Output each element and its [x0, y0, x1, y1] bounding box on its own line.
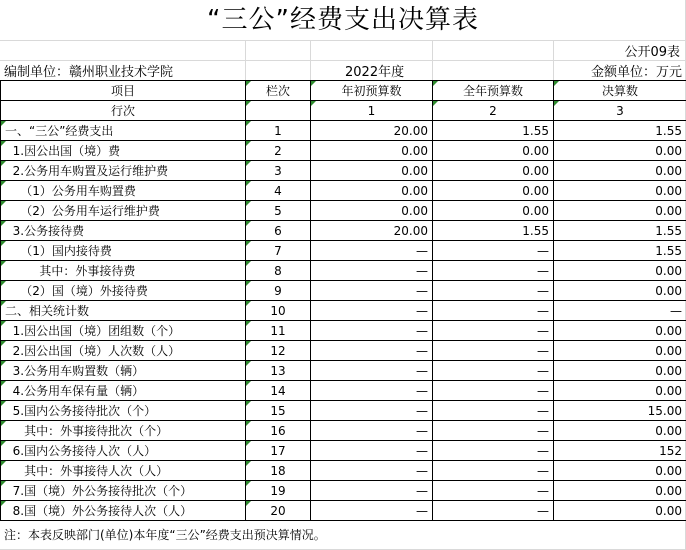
table-cell: — — [311, 361, 433, 381]
table-cell: 17 — [246, 441, 311, 461]
table-cell: 0.00 — [554, 501, 686, 521]
table-cell: 一、“三公”经费支出 — [1, 121, 246, 141]
table-cell: 0.00 — [554, 461, 686, 481]
table-cell: 决算数 — [554, 81, 686, 101]
table-cell: （2）公务用车运行维护费 — [1, 201, 246, 221]
table-cell: 1.因公出国（境）团组数（个） — [1, 321, 246, 341]
table-cell: — — [433, 481, 554, 501]
table-cell: 0.00 — [554, 201, 686, 221]
table-row — [1, 161, 686, 181]
gridline — [0, 40, 686, 41]
table-cell: 0.00 — [433, 141, 554, 161]
table-cell: 栏次 — [246, 81, 311, 101]
table-cell: 1.因公出国（境）费 — [1, 141, 246, 161]
table-cell: — — [311, 501, 433, 521]
table-cell: 0.00 — [311, 201, 433, 221]
table-cell: 15 — [246, 401, 311, 421]
form-number: 公开09表 — [624, 45, 680, 60]
table-row — [1, 221, 686, 241]
table-cell: — — [311, 421, 433, 441]
org-name: 编制单位：赣州职业技术学院 — [4, 65, 174, 80]
table-cell: 0.00 — [554, 281, 686, 301]
table-cell: — — [554, 301, 686, 321]
table-cell: — — [433, 401, 554, 421]
table-cell: 2 — [246, 141, 311, 161]
table-cell: 0.00 — [433, 161, 554, 181]
table-cell: — — [433, 421, 554, 441]
table-row — [1, 461, 686, 481]
table-row — [1, 401, 686, 421]
table-row — [1, 301, 686, 321]
table-cell: 0.00 — [554, 321, 686, 341]
table-cell: — — [311, 281, 433, 301]
table-cell: 152 — [554, 441, 686, 461]
table-cell: 0.00 — [554, 361, 686, 381]
table-cell: — — [433, 341, 554, 361]
table-cell: 0.00 — [554, 181, 686, 201]
table-row — [1, 361, 686, 381]
table-cell: 0.00 — [554, 161, 686, 181]
table-cell: 1 — [311, 101, 433, 121]
table-row — [1, 421, 686, 441]
table-cell: 3.公务用车购置数（辆） — [1, 361, 246, 381]
table-cell — [246, 101, 311, 121]
table-cell: 14 — [246, 381, 311, 401]
table-cell: — — [433, 281, 554, 301]
table-cell: — — [311, 301, 433, 321]
table-cell: 8 — [246, 261, 311, 281]
table-cell: 0.00 — [554, 261, 686, 281]
table-row — [1, 441, 686, 461]
table-cell: 0.00 — [433, 201, 554, 221]
table-cell: （2）国（境）外接待费 — [1, 281, 246, 301]
table-cell: 3.公务接待费 — [1, 221, 246, 241]
table-row — [1, 201, 686, 221]
table-cell: 5.国内公务接待批次（个） — [1, 401, 246, 421]
table-cell: 15.00 — [554, 401, 686, 421]
table-cell: — — [311, 401, 433, 421]
table-cell: 4 — [246, 181, 311, 201]
fiscal-year: 2022年度 — [345, 65, 405, 80]
table-row — [1, 501, 686, 521]
table-cell: 2.因公出国（境）人次数（人） — [1, 341, 246, 361]
table-cell: 2 — [433, 101, 554, 121]
table-cell: 0.00 — [311, 141, 433, 161]
table-cell: 9 — [246, 281, 311, 301]
table-cell: 7 — [246, 241, 311, 261]
table-cell: 1.55 — [554, 221, 686, 241]
table-cell: 行次 — [1, 101, 246, 121]
table-cell: 6 — [246, 221, 311, 241]
table-cell: — — [433, 381, 554, 401]
table-cell: 6.国内公务接待人次（人） — [1, 441, 246, 461]
gridline — [553, 40, 554, 80]
table-cell: 0.00 — [554, 481, 686, 501]
table-cell: 19 — [246, 481, 311, 501]
table-row — [1, 261, 686, 281]
table-cell: 1.55 — [554, 121, 686, 141]
table-cell: 其中：外事接待批次（个） — [1, 421, 246, 441]
table-cell: — — [433, 461, 554, 481]
table-cell: 其中：外事接待人次（人） — [1, 461, 246, 481]
table-cell: — — [311, 441, 433, 461]
gridline — [310, 40, 311, 80]
table-cell: — — [433, 301, 554, 321]
table-cell: 1.55 — [554, 241, 686, 261]
table-cell: 20.00 — [311, 221, 433, 241]
table-cell: 4.公务用车保有量（辆） — [1, 381, 246, 401]
table-cell: 20.00 — [311, 121, 433, 141]
table-cell: — — [311, 321, 433, 341]
table-row — [1, 381, 686, 401]
table-cell: 1 — [246, 121, 311, 141]
table-cell: — — [433, 361, 554, 381]
table-cell: 0.00 — [433, 181, 554, 201]
table-cell: — — [311, 341, 433, 361]
table-cell: 1.55 — [433, 121, 554, 141]
table-cell: 0.00 — [311, 181, 433, 201]
table-cell: — — [311, 261, 433, 281]
page-title: “三公”经费支出决算表 — [207, 5, 479, 35]
table-cell: 5 — [246, 201, 311, 221]
table-cell: 全年预算数 — [433, 81, 554, 101]
table-cell: 20 — [246, 501, 311, 521]
table-cell: — — [433, 321, 554, 341]
table-cell: 年初预算数 — [311, 81, 433, 101]
table-row — [1, 181, 686, 201]
table-row — [1, 281, 686, 301]
table-cell: 0.00 — [554, 141, 686, 161]
table-cell: 1.55 — [433, 221, 554, 241]
table-cell: （1）公务用车购置费 — [1, 181, 246, 201]
table-cell: 16 — [246, 421, 311, 441]
table-cell: 7.国（境）外公务接待批次（个） — [1, 481, 246, 501]
table-header-row — [1, 81, 686, 101]
table-cell: 3 — [246, 161, 311, 181]
table-index-row — [1, 101, 686, 121]
table-cell: 18 — [246, 461, 311, 481]
table-cell: 11 — [246, 321, 311, 341]
table-row — [1, 241, 686, 261]
footnote: 注：本表反映部门(单位)本年度“三公”经费支出预决算情况。 — [4, 528, 326, 542]
gridline — [245, 40, 246, 80]
table-cell: （1）国内接待费 — [1, 241, 246, 261]
table-row — [1, 341, 686, 361]
table-row — [1, 321, 686, 341]
table-row — [1, 481, 686, 501]
table-cell: 0.00 — [554, 341, 686, 361]
table-cell: — — [433, 501, 554, 521]
table-cell: 13 — [246, 361, 311, 381]
table-cell: 12 — [246, 341, 311, 361]
table-row — [1, 141, 686, 161]
table-cell: 项目 — [1, 81, 246, 101]
gridline — [432, 40, 433, 80]
table-cell: 10 — [246, 301, 311, 321]
table-cell: — — [311, 241, 433, 261]
table-cell: 2.公务用车购置及运行维护费 — [1, 161, 246, 181]
expense-table — [0, 80, 686, 521]
table-cell: 8.国（境）外公务接待人次（人） — [1, 501, 246, 521]
table-cell: — — [311, 461, 433, 481]
table-cell: 0.00 — [554, 421, 686, 441]
table-row — [1, 121, 686, 141]
table-cell: 二、相关统计数 — [1, 301, 246, 321]
table-cell: — — [311, 381, 433, 401]
table-cell: 0.00 — [554, 381, 686, 401]
table-cell: — — [311, 481, 433, 501]
table-cell: 3 — [554, 101, 686, 121]
table-cell: 其中：外事接待费 — [1, 261, 246, 281]
table-cell: 0.00 — [311, 161, 433, 181]
table-cell: — — [433, 241, 554, 261]
table-cell: — — [433, 261, 554, 281]
table-cell: — — [433, 441, 554, 461]
amount-unit: 金额单位：万元 — [590, 65, 682, 80]
